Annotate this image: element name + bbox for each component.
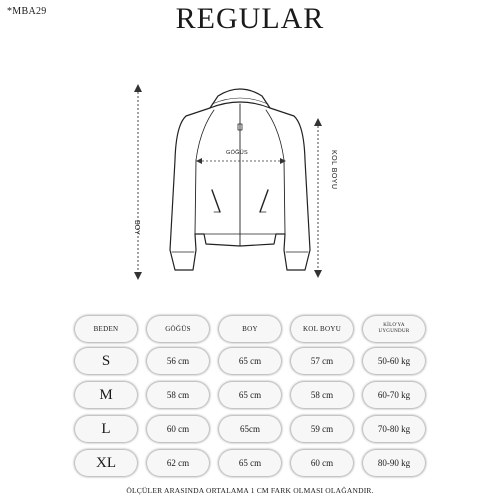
gogus-label: GÖĞÜS <box>226 150 248 156</box>
boy-cell: 65 cm <box>219 382 281 408</box>
kol-boyu-cell: 58 cm <box>291 382 353 408</box>
kilo-cell: 60-70 kg <box>363 382 425 408</box>
size-cell: L <box>75 416 137 442</box>
kilo-cell: 80-90 kg <box>363 450 425 476</box>
table-row <box>75 450 426 476</box>
header-kol-boyu: KOL BOYU <box>291 316 353 342</box>
boy-label: BOY <box>133 220 140 235</box>
gogus-cell: 62 cm <box>147 450 209 476</box>
table-row <box>75 382 426 408</box>
product-code: *MBA29 <box>7 6 47 17</box>
size-cell: XL <box>75 450 137 476</box>
pocket-right <box>260 190 268 212</box>
gogus-cell: 58 cm <box>147 382 209 408</box>
kol-boyu-cell: 59 cm <box>291 416 353 442</box>
size-cell: S <box>75 348 137 374</box>
pocket-left <box>212 190 220 212</box>
header-beden: BEDEN <box>75 316 137 342</box>
table-row <box>75 348 426 374</box>
gogus-cell: 60 cm <box>147 416 209 442</box>
gogus-cell: 56 cm <box>147 348 209 374</box>
table-row <box>75 416 426 442</box>
table-header-row <box>75 316 426 342</box>
page-title: REGULAR <box>175 2 325 35</box>
kol-boyu-cell: 57 cm <box>291 348 353 374</box>
kol-boyu-cell: 60 cm <box>291 450 353 476</box>
kilo-cell: 70-80 kg <box>363 416 425 442</box>
boy-cell: 65 cm <box>219 450 281 476</box>
footer-note: ÖLÇÜLER ARASINDA ORTALAMA 1 CM FARK OLMASI OLAĞANDIR. <box>126 486 374 495</box>
header-boy: BOY <box>219 316 281 342</box>
size-cell: M <box>75 382 137 408</box>
kol-boyu-label: KOL BOYU <box>330 150 337 190</box>
boy-cell: 65 cm <box>219 348 281 374</box>
boy-cell: 65cm <box>219 416 281 442</box>
kilo-cell: 50-60 kg <box>363 348 425 374</box>
size-table <box>75 316 426 478</box>
header-kilo: KİLO'YA UYGUNDUR <box>363 316 425 342</box>
header-gogus: GÖĞÜS <box>147 316 209 342</box>
